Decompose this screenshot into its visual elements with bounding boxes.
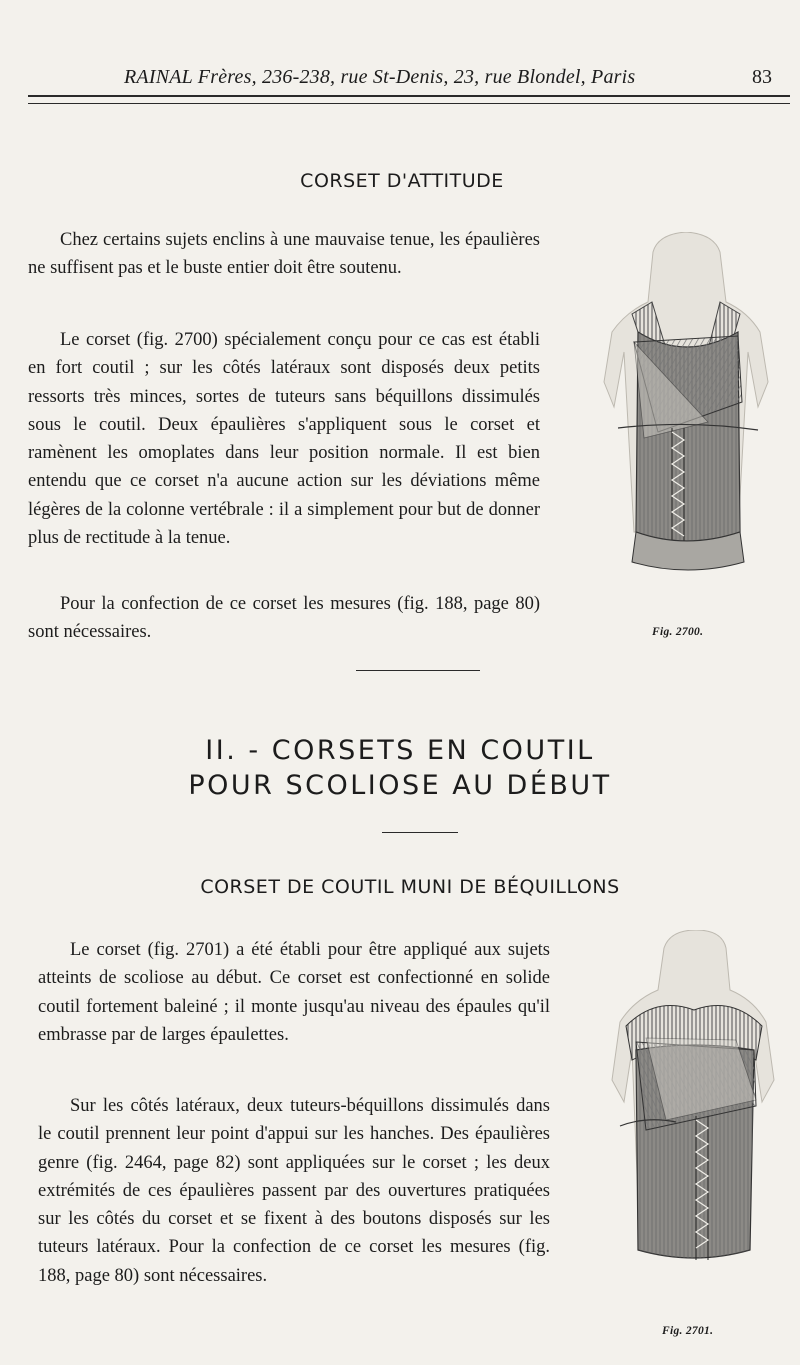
corset-2700-icon <box>598 232 776 592</box>
corset-figure-2700 <box>598 232 776 592</box>
corset-figure-2701 <box>606 930 782 1290</box>
header-rule <box>28 95 790 104</box>
section2-paragraph-1: Le corset (fig. 2701) a été établi pour être appliqué aux sujets atteints de scoliose au début. Ce corset est confectionné en solide coutil fortement baleiné ; il monte jusqu'au niveau des épaules qu'il embrasse par de larges épaulettes. <box>38 940 550 1045</box>
page-number: 83 <box>752 66 772 88</box>
title-underline-rule <box>382 832 458 833</box>
corset-2701-icon <box>606 930 782 1290</box>
figure-2700-caption: Fig. 2700. <box>652 626 704 638</box>
section2-title-line-1: II. - CORSETS EN COUTIL <box>205 735 595 766</box>
section2-subtitle: CORSET DE COUTIL MUNI DE BÉQUILLONS <box>200 876 620 898</box>
section-divider <box>356 670 480 671</box>
section2-paragraph-2: Sur les côtés latéraux, deux tuteurs-béquillons dissimulés dans le coutil prennent leur point d'appui sur les hanches. Des épaulières genre (fig. 2464, page 82) sont appliquées sur le corset ; les deux extrémités de ces épaulières passent par des ouvertures pratiquées sur les côtés du corset et se fixent à des boutons disposés sur les tuteurs latéraux. Pour la confection de ce corset les mesures (fig. 188, page 80) sont nécessaires. <box>38 1096 550 1286</box>
section1-paragraph-2: Le corset (fig. 2700) spécialement conçu pour ce cas est établi en fort coutil ; sur les côtés latéraux sont disposés deux petits ressorts très minces, sortes de tuteurs sans béquillons dissimulés sous le coutil. Deux épaulières s'appliquent sous le corset et ramènent les omoplates dans leur position normale. Il est bien entendu que ce corset n'a aucune action sur les déviations même légères de la colonne vertébrale : il a simplement pour but de donner plus de rectitude à la tenue. <box>28 330 540 549</box>
running-head: RAINAL Frères, 236-238, rue St-Denis, 23, rue Blondel, Paris <box>124 66 636 88</box>
section2-title-line-2: POUR SCOLIOSE AU DÉBUT <box>188 770 612 801</box>
section1-paragraph-1: Chez certains sujets enclins à une mauvaise tenue, les épaulières ne suffisent pas et le buste entier doit être soutenu. <box>28 230 540 279</box>
figure-2701-caption: Fig. 2701. <box>662 1325 714 1337</box>
section1-title: CORSET D'ATTITUDE <box>300 170 504 192</box>
section1-paragraph-3: Pour la confection de ce corset les mesures (fig. 188, page 80) sont nécessaires. <box>28 594 540 643</box>
